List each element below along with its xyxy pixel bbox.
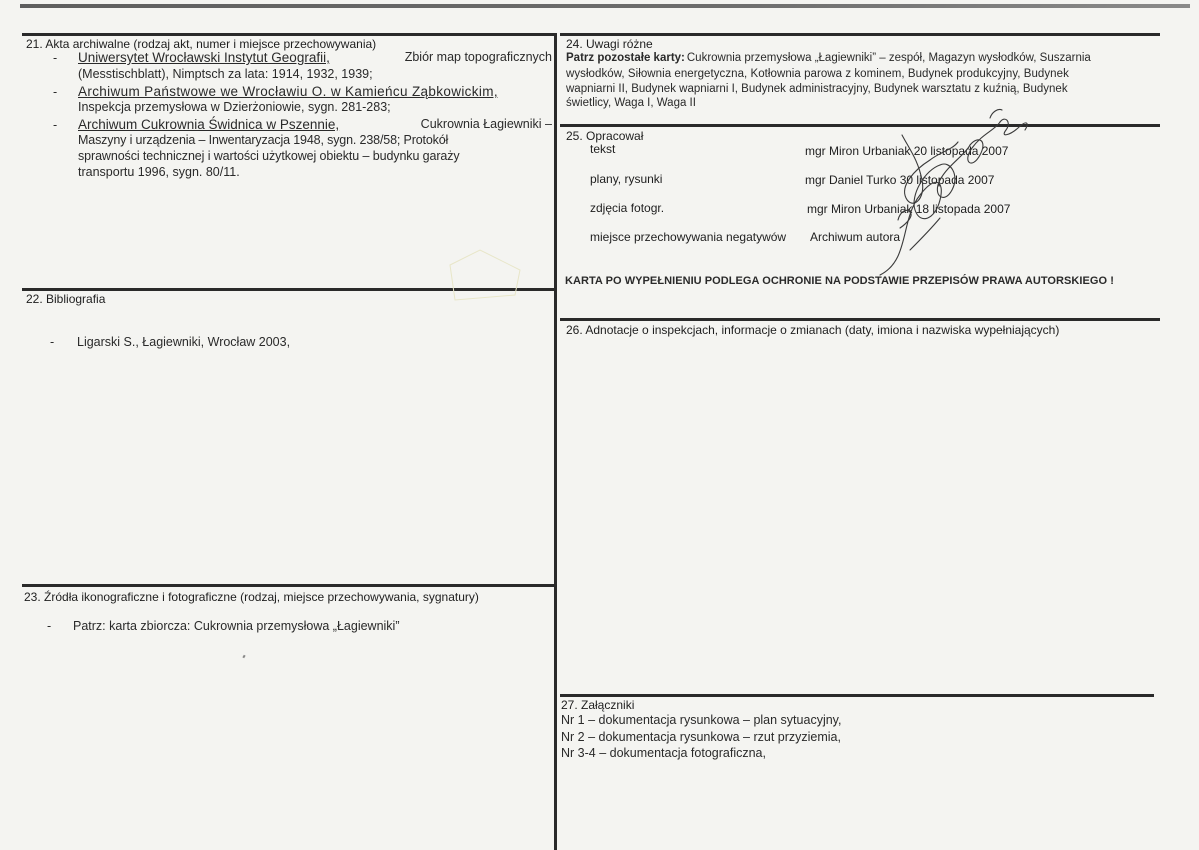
s25-row-value-plany: mgr Daniel Turko 30 listopada 2007 — [805, 173, 995, 187]
s21-entry3-line1 — [78, 116, 552, 133]
faint-ghost-mark — [445, 245, 525, 305]
s23-dash: - — [47, 619, 52, 633]
s21-entry2-dash: - — [53, 85, 58, 99]
rule-top-right — [560, 33, 1160, 36]
s24-lead: Patrz pozostałe karty: — [566, 52, 685, 64]
s21-entry2-line2: Inspekcja przemysłowa w Dzierżoniowie, sygn. 281-283; — [78, 100, 391, 114]
handwritten-signature — [840, 100, 1040, 290]
section-23-title: 23. Źródła ikonograficzne i fotograficzne (rodzaj, miejsce przechowywania, sygnatury) — [24, 590, 479, 604]
s25-row-label-zdjecia: zdjęcia fotogr. — [590, 201, 665, 215]
s21-entry1-line2: (Messtischblatt), Nimptsch za lata: 1914, 1932, 1939; — [78, 67, 373, 81]
s24-line2: wysłodków, Siłownia energetyczna, Kotłownia parowa z kominem, Budynek produkcyjny, Budynek — [566, 68, 1069, 80]
s22-dash: - — [50, 335, 55, 349]
s25-copyright-notice: KARTA PO WYPEŁNIENIU PODLEGA OCHRONIE NA PODSTAWIE PRZEPISÓW PRAWA AUTORSKIEGO ! — [565, 275, 1114, 287]
rule-25-bottom — [560, 318, 1160, 321]
s21-entry3-link[interactable]: Archiwum Cukrownia Świdnica w Pszennie, — [78, 117, 340, 132]
section-26-title: 26. Adnotacje o inspekcjach, informacje o zmianach (daty, imiona i nazwiska wypełniających) — [566, 323, 1060, 337]
s21-entry3-dash: - — [53, 118, 58, 132]
scan-top-rule — [20, 4, 1190, 8]
s21-entry1-rest: Zbiór map topograficznych — [404, 50, 552, 64]
s25-row-label-negatywy: miejsce przechowywania negatywów — [590, 230, 787, 244]
rule-center-vertical — [554, 33, 557, 850]
s21-entry3-line2: Maszyny i urządzenia – Inwentaryzacja 1948, sygn. 238/58; Protokół — [78, 133, 449, 147]
rule-21-bottom — [22, 288, 556, 291]
s27-item-3: Nr 3-4 – dokumentacja fotograficzna, — [561, 746, 766, 760]
s21-entry3-line3: sprawności technicznej i wartości użytkowej obiektu – budynku garaży — [78, 149, 460, 163]
s25-row-value-negatywy: Archiwum autora — [810, 230, 901, 244]
s21-entry1-link[interactable]: Uniwersytet Wrocławski Instytut Geografii, — [78, 50, 330, 65]
s24-line1-rest: Cukrownia przemysłowa „Łagiewniki” – zespół, Magazyn wysłodków, Suszarnia — [686, 52, 1091, 64]
section-27-title: 27. Załączniki — [561, 698, 635, 712]
section-21-title: 21. Akta archiwalne (rodzaj akt, numer i miejsce przechowywania) — [26, 37, 377, 51]
section-25-title: 25. Opracował — [566, 129, 644, 143]
s21-entry3-line4: transportu 1996, sygn. 80/11. — [78, 165, 240, 179]
s24-line3: wapniarni II, Budynek wapniarni I, Budynek administracyjny, Budynek warsztatu z kuźnią, Budynek — [566, 83, 1068, 95]
s24-line1 — [566, 52, 1156, 65]
s25-row-value-tekst: mgr Miron Urbaniak 20 listopada 2007 — [805, 144, 1009, 158]
s21-entry2-link[interactable]: Archiwum Państwowe we Wrocławiu O. w Kamieńcu Ząbkowickim, — [78, 84, 498, 99]
rule-top-left — [22, 33, 556, 36]
s25-row-value-zdjecia: mgr Miron Urbaniak 18 listopada 2007 — [807, 202, 1011, 216]
s21-entry3-rest: Cukrownia Łagiewniki – — [420, 117, 552, 131]
s25-row-label-tekst: tekst — [590, 142, 616, 156]
section-22-title: 22. Bibliografia — [26, 292, 106, 306]
s23-item: Patrz: karta zbiorcza: Cukrownia przemysłowa „Łagiewniki” — [73, 619, 400, 633]
s21-entry1-line1 — [78, 49, 552, 66]
stray-mark — [242, 655, 245, 659]
s21-entry1-dash: - — [53, 51, 58, 65]
s22-item: Ligarski S., Łagiewniki, Wrocław 2003, — [77, 335, 291, 349]
section-24-title: 24. Uwagi różne — [566, 37, 653, 51]
s27-item-2: Nr 2 – dokumentacja rysunkowa – rzut przyziemia, — [561, 730, 841, 744]
s25-row-label-plany: plany, rysunki — [590, 172, 663, 186]
rule-26-bottom — [560, 694, 1154, 697]
rule-24-bottom — [560, 124, 1160, 127]
rule-22-bottom — [22, 584, 556, 587]
s24-line4: świetlicy, Waga I, Waga II — [566, 97, 696, 109]
s27-item-1: Nr 1 – dokumentacja rysunkowa – plan sytuacyjny, — [561, 713, 842, 727]
s21-entry2-line1 — [78, 83, 552, 100]
